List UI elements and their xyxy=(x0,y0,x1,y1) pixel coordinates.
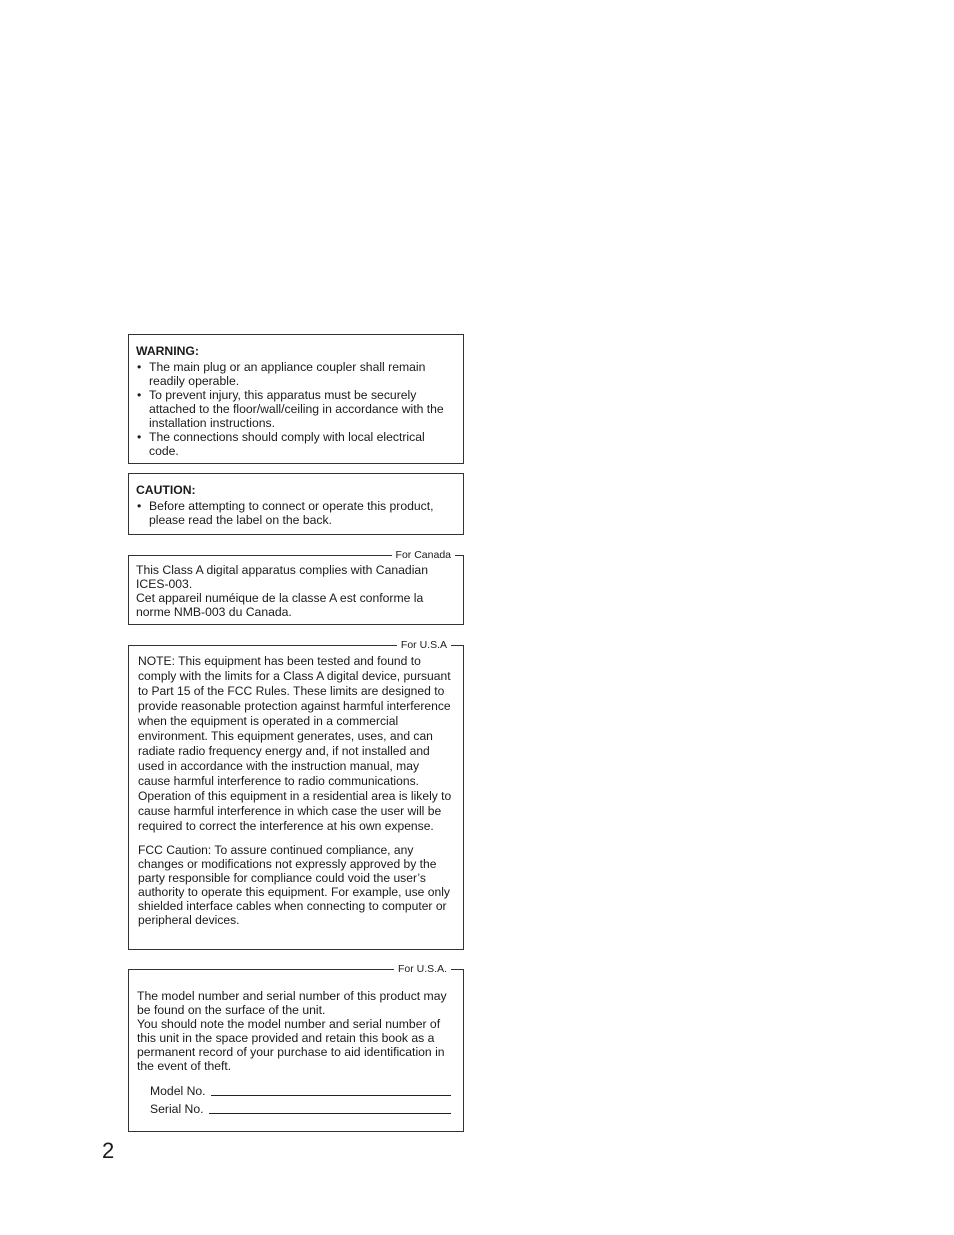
warning-list xyxy=(136,360,456,458)
record-location-text: The model number and serial number of this product may be found on the surface of the unit. xyxy=(137,989,447,1017)
page-number: 2 xyxy=(102,1138,115,1163)
canada-statement-fr: Cet appareil numéique de la classe A est conforme la norme NMB-003 du Canada. xyxy=(136,591,424,619)
warning-item: • The connections should comply with local electrical code. xyxy=(136,430,456,458)
usa-record-tag: For U.S.A. xyxy=(394,962,451,976)
record-fields xyxy=(137,1080,451,1116)
canada-box xyxy=(128,549,464,625)
record-instruction-text: You should note the model number and serial number of this unit in the space provided and retain this book as a permanent record of your purchase to aid identification in the event of theft. xyxy=(137,1017,445,1073)
serial-number-row xyxy=(150,1098,451,1116)
usa-fcc-box xyxy=(128,639,464,950)
caution-list xyxy=(136,499,456,527)
usa-fcc-tag: For U.S.A xyxy=(397,638,451,652)
canada-tag: For Canada xyxy=(392,548,455,562)
caution-title: CAUTION: xyxy=(136,483,196,497)
model-number-label: Model No. xyxy=(150,1084,206,1098)
caution-item: • Before attempting to connect or operate this product, please read the label on the back. xyxy=(136,499,456,527)
warning-title: WARNING: xyxy=(136,344,199,358)
caution-box xyxy=(128,473,464,535)
warning-item: • The main plug or an appliance coupler shall remain readily operable. xyxy=(136,360,456,388)
serial-number-label: Serial No. xyxy=(150,1102,204,1116)
usa-record-box xyxy=(128,963,464,1132)
warning-box xyxy=(128,334,464,464)
serial-number-line xyxy=(209,1113,451,1114)
fcc-caution: FCC Caution: To assure continued compliance, any changes or modifications not expressly approved by the party responsible for compliance could void the user’s authority to operate this equipment. For example, use only shielded interface cables when connecting to computer or peripheral devices. xyxy=(138,843,450,927)
model-number-line xyxy=(211,1095,451,1096)
fcc-note: NOTE: This equipment has been tested and found to comply with the limits for a Class A digital device, pursuant to Part 15 of the FCC Rules. These limits are designed to provide reasonable protection against harmful interference when the equipment is operated in a commercial environment. This equipment generates, uses, and can radiate radio frequency energy and, if not installed and used in accordance with the instruction manual, may cause harmful interference to radio communications. Operation of this equipment in a residential area is likely to cause harmful interference in which case the user will be required to correct the interference at his own expense. xyxy=(138,654,452,833)
model-number-row xyxy=(150,1080,451,1098)
warning-item: • To prevent injury, this apparatus must be securely attached to the floor/wall/ceiling in accordance with the installation instructions. xyxy=(136,388,456,430)
canada-statement-en: This Class A digital apparatus complies with Canadian ICES-003. xyxy=(136,563,428,591)
